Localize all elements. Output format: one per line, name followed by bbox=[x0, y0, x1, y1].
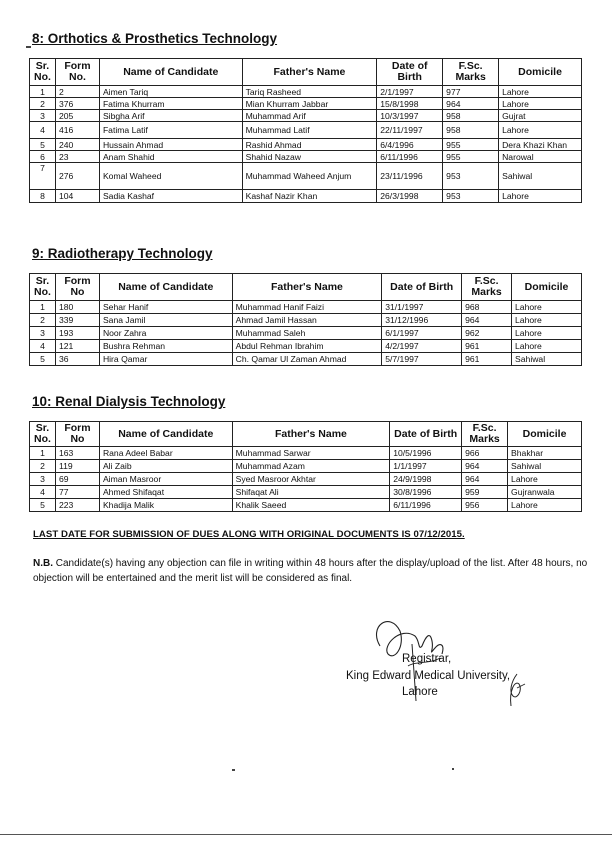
table-row bbox=[30, 301, 582, 314]
cell-form: 205 bbox=[55, 110, 99, 122]
cell-form: 69 bbox=[55, 473, 99, 486]
col-header-father: Father's Name bbox=[242, 59, 377, 86]
cell-domicile: Gujranwala bbox=[508, 486, 582, 499]
cell-dob: 2/1/1997 bbox=[377, 86, 443, 98]
cell-father: Muhammad Arif bbox=[242, 110, 377, 122]
cell-domicile: Sahiwal bbox=[499, 163, 582, 190]
cell-dob: 26/3/1998 bbox=[377, 190, 443, 203]
cell-father: Muhammad Hanif Faizi bbox=[232, 301, 382, 314]
col-header-sr: Sr. No. bbox=[30, 59, 56, 86]
cell-name: Sibgha Arif bbox=[99, 110, 242, 122]
cell-dob: 15/8/1998 bbox=[377, 98, 443, 110]
scan-edge-line bbox=[0, 834, 612, 835]
cell-domicile: Bhakhar bbox=[508, 447, 582, 460]
cell-name: Aiman Masroor bbox=[99, 473, 232, 486]
cell-form: 121 bbox=[55, 340, 99, 353]
cell-sr: 2 bbox=[30, 98, 56, 110]
cell-marks: 955 bbox=[443, 139, 499, 151]
col-header-name: Name of Candidate bbox=[99, 59, 242, 86]
table-row bbox=[30, 327, 582, 340]
cell-dob: 30/8/1996 bbox=[390, 486, 462, 499]
table-row bbox=[30, 314, 582, 327]
cell-name: Fatima Latif bbox=[99, 122, 242, 139]
cell-name: Hussain Ahmad bbox=[99, 139, 242, 151]
cell-marks: 977 bbox=[443, 86, 499, 98]
cell-dob: 6/4/1996 bbox=[377, 139, 443, 151]
cell-name: Sana Jamil bbox=[99, 314, 232, 327]
cell-marks: 956 bbox=[462, 499, 508, 512]
cell-dob: 22/11/1997 bbox=[377, 122, 443, 139]
cell-domicile: Dera Khazi Khan bbox=[499, 139, 582, 151]
signature-title: Registrar, bbox=[402, 653, 452, 665]
cell-dob: 1/1/1997 bbox=[390, 460, 462, 473]
cell-marks: 953 bbox=[443, 163, 499, 190]
cell-marks: 964 bbox=[443, 98, 499, 110]
cell-form: 376 bbox=[55, 98, 99, 110]
cell-domicile: Lahore bbox=[512, 340, 582, 353]
cell-father: Muhammad Azam bbox=[232, 460, 390, 473]
cell-sr: 1 bbox=[30, 86, 56, 98]
cell-domicile: Lahore bbox=[512, 301, 582, 314]
cell-form: 77 bbox=[55, 486, 99, 499]
cell-domicile: Narowal bbox=[499, 151, 582, 163]
cell-sr: 4 bbox=[30, 122, 56, 139]
cell-form: 416 bbox=[55, 122, 99, 139]
cell-dob: 6/11/1996 bbox=[377, 151, 443, 163]
cell-domicile: Lahore bbox=[499, 122, 582, 139]
cell-father: Ch. Qamar Ul Zaman Ahmad bbox=[232, 353, 382, 366]
col-header-marks: F.Sc. Marks bbox=[462, 274, 512, 301]
cell-father: Mian Khurram Jabbar bbox=[242, 98, 377, 110]
table-row bbox=[30, 139, 582, 151]
cell-father: Muhammad Saleh bbox=[232, 327, 382, 340]
table-row bbox=[30, 447, 582, 460]
section-title-orthotics: 8: Orthotics & Prosthetics Technology bbox=[32, 31, 278, 46]
cell-dob: 5/7/1997 bbox=[382, 353, 462, 366]
cell-father: Muhammad Sarwar bbox=[232, 447, 390, 460]
cell-father: Shifaqat Ali bbox=[232, 486, 390, 499]
col-header-father: Father's Name bbox=[232, 422, 390, 447]
cell-sr: 2 bbox=[30, 460, 56, 473]
signature-org: King Edward Medical University, bbox=[346, 670, 511, 682]
col-header-dob: Date of Birth bbox=[377, 59, 443, 86]
col-header-sr: Sr. No. bbox=[30, 274, 56, 301]
cell-name: Anam Shahid bbox=[99, 151, 242, 163]
section-title-renal-dialysis: 10: Renal Dialysis Technology bbox=[32, 394, 226, 409]
col-header-domicile: Domicile bbox=[499, 59, 582, 86]
col-header-form: Form No. bbox=[55, 59, 99, 86]
cell-sr: 4 bbox=[30, 340, 56, 353]
cell-marks: 964 bbox=[462, 473, 508, 486]
cell-sr: 2 bbox=[30, 314, 56, 327]
table-row bbox=[30, 340, 582, 353]
cell-sr: 7 bbox=[30, 163, 56, 190]
col-header-dob: Date of Birth bbox=[382, 274, 462, 301]
cell-domicile: Lahore bbox=[499, 86, 582, 98]
cell-form: 163 bbox=[55, 447, 99, 460]
cell-name: Ahmed Shifaqat bbox=[99, 486, 232, 499]
col-header-domicile: Domicile bbox=[508, 422, 582, 447]
cell-domicile: Sahiwal bbox=[508, 460, 582, 473]
nb-text: Candidate(s) having any objection can file in writing within 48 hours after the display/upload of the list. After 48 hours, no objection will be entertained and the merit list will be considered as final. bbox=[33, 558, 588, 584]
cell-marks: 962 bbox=[462, 327, 512, 340]
scan-speck bbox=[26, 46, 31, 48]
nb-label: N.B. bbox=[33, 558, 53, 569]
initials-mark bbox=[503, 672, 527, 708]
cell-name: Rana Adeel Babar bbox=[99, 447, 232, 460]
cell-father: Ahmad Jamil Hassan bbox=[232, 314, 382, 327]
table-row bbox=[30, 190, 582, 203]
cell-name: Sehar Hanif bbox=[99, 301, 232, 314]
table-row bbox=[30, 86, 582, 98]
section-title-radiotherapy: 9: Radiotherapy Technology bbox=[32, 246, 213, 261]
cell-sr: 1 bbox=[30, 301, 56, 314]
table-row bbox=[30, 151, 582, 163]
cell-sr: 8 bbox=[30, 190, 56, 203]
scan-speck bbox=[452, 768, 454, 770]
cell-sr: 5 bbox=[30, 139, 56, 151]
cell-form: 104 bbox=[55, 190, 99, 203]
cell-marks: 959 bbox=[462, 486, 508, 499]
cell-dob: 24/9/1998 bbox=[390, 473, 462, 486]
col-header-name: Name of Candidate bbox=[99, 274, 232, 301]
cell-name: Ali Zaib bbox=[99, 460, 232, 473]
cell-father: Muhammad Waheed Anjum bbox=[242, 163, 377, 190]
col-header-name: Name of Candidate bbox=[99, 422, 232, 447]
cell-name: Sadia Kashaf bbox=[99, 190, 242, 203]
cell-domicile: Lahore bbox=[512, 314, 582, 327]
col-header-sr: Sr. No. bbox=[30, 422, 56, 447]
cell-form: 339 bbox=[55, 314, 99, 327]
cell-father: Syed Masroor Akhtar bbox=[232, 473, 390, 486]
cell-form: 180 bbox=[55, 301, 99, 314]
cell-marks: 961 bbox=[462, 353, 512, 366]
cell-form: 2 bbox=[55, 86, 99, 98]
cell-dob: 31/12/1996 bbox=[382, 314, 462, 327]
cell-name: Komal Waheed bbox=[99, 163, 242, 190]
cell-dob: 6/1/1997 bbox=[382, 327, 462, 340]
cell-form: 36 bbox=[55, 353, 99, 366]
cell-form: 276 bbox=[55, 163, 99, 190]
scan-speck bbox=[232, 769, 235, 771]
cell-marks: 966 bbox=[462, 447, 508, 460]
cell-form: 23 bbox=[55, 151, 99, 163]
col-header-form: Form No bbox=[55, 274, 99, 301]
cell-domicile: Lahore bbox=[499, 190, 582, 203]
cell-name: Fatima Khurram bbox=[99, 98, 242, 110]
table-row bbox=[30, 486, 582, 499]
cell-marks: 968 bbox=[462, 301, 512, 314]
merit-table-radiotherapy bbox=[29, 273, 582, 366]
table-row bbox=[30, 473, 582, 486]
cell-name: Hira Qamar bbox=[99, 353, 232, 366]
cell-form: 223 bbox=[55, 499, 99, 512]
last-date-notice: LAST DATE FOR SUBMISSION OF DUES ALONG WITH ORIGINAL DOCUMENTS IS 07/12/2015. bbox=[33, 529, 465, 540]
table-row bbox=[30, 353, 582, 366]
cell-marks: 953 bbox=[443, 190, 499, 203]
table-row bbox=[30, 110, 582, 122]
cell-domicile: Lahore bbox=[499, 98, 582, 110]
cell-dob: 23/11/1996 bbox=[377, 163, 443, 190]
cell-dob: 10/5/1996 bbox=[390, 447, 462, 460]
table-row bbox=[30, 98, 582, 110]
cell-father: Shahid Nazaw bbox=[242, 151, 377, 163]
cell-domicile: Lahore bbox=[512, 327, 582, 340]
cell-marks: 964 bbox=[462, 314, 512, 327]
cell-sr: 1 bbox=[30, 447, 56, 460]
cell-father: Abdul Rehman Ibrahim bbox=[232, 340, 382, 353]
cell-sr: 5 bbox=[30, 353, 56, 366]
cell-sr: 3 bbox=[30, 327, 56, 340]
cell-domicile: Lahore bbox=[508, 499, 582, 512]
cell-father: Khalik Saeed bbox=[232, 499, 390, 512]
cell-domicile: Gujrat bbox=[499, 110, 582, 122]
signature-city: Lahore bbox=[402, 686, 438, 698]
cell-marks: 958 bbox=[443, 122, 499, 139]
col-header-dob: Date of Birth bbox=[390, 422, 462, 447]
table-row bbox=[30, 122, 582, 139]
cell-marks: 964 bbox=[462, 460, 508, 473]
col-header-father: Father's Name bbox=[232, 274, 382, 301]
cell-domicile: Lahore bbox=[508, 473, 582, 486]
cell-father: Muhammad Latif bbox=[242, 122, 377, 139]
cell-dob: 10/3/1997 bbox=[377, 110, 443, 122]
cell-marks: 961 bbox=[462, 340, 512, 353]
table-row bbox=[30, 163, 582, 190]
table-row bbox=[30, 460, 582, 473]
cell-sr: 3 bbox=[30, 110, 56, 122]
col-header-domicile: Domicile bbox=[512, 274, 582, 301]
col-header-form: Form No bbox=[55, 422, 99, 447]
cell-dob: 6/11/1996 bbox=[390, 499, 462, 512]
cell-marks: 958 bbox=[443, 110, 499, 122]
merit-table-renal-dialysis bbox=[29, 421, 582, 512]
col-header-marks: F.Sc. Marks bbox=[462, 422, 508, 447]
cell-name: Aimen Tariq bbox=[99, 86, 242, 98]
merit-table-orthotics bbox=[29, 58, 582, 203]
col-header-marks: F.Sc. Marks bbox=[443, 59, 499, 86]
table-row bbox=[30, 499, 582, 512]
cell-father: Tariq Rasheed bbox=[242, 86, 377, 98]
cell-form: 193 bbox=[55, 327, 99, 340]
cell-marks: 955 bbox=[443, 151, 499, 163]
cell-father: Rashid Ahmad bbox=[242, 139, 377, 151]
cell-name: Khadija Malik bbox=[99, 499, 232, 512]
cell-form: 240 bbox=[55, 139, 99, 151]
nb-notice bbox=[33, 556, 593, 586]
cell-name: Noor Zahra bbox=[99, 327, 232, 340]
cell-sr: 6 bbox=[30, 151, 56, 163]
cell-father: Kashaf Nazir Khan bbox=[242, 190, 377, 203]
cell-sr: 3 bbox=[30, 473, 56, 486]
cell-name: Bushra Rehman bbox=[99, 340, 232, 353]
cell-dob: 31/1/1997 bbox=[382, 301, 462, 314]
cell-domicile: Sahiwal bbox=[512, 353, 582, 366]
cell-sr: 5 bbox=[30, 499, 56, 512]
cell-form: 119 bbox=[55, 460, 99, 473]
cell-sr: 4 bbox=[30, 486, 56, 499]
cell-dob: 4/2/1997 bbox=[382, 340, 462, 353]
